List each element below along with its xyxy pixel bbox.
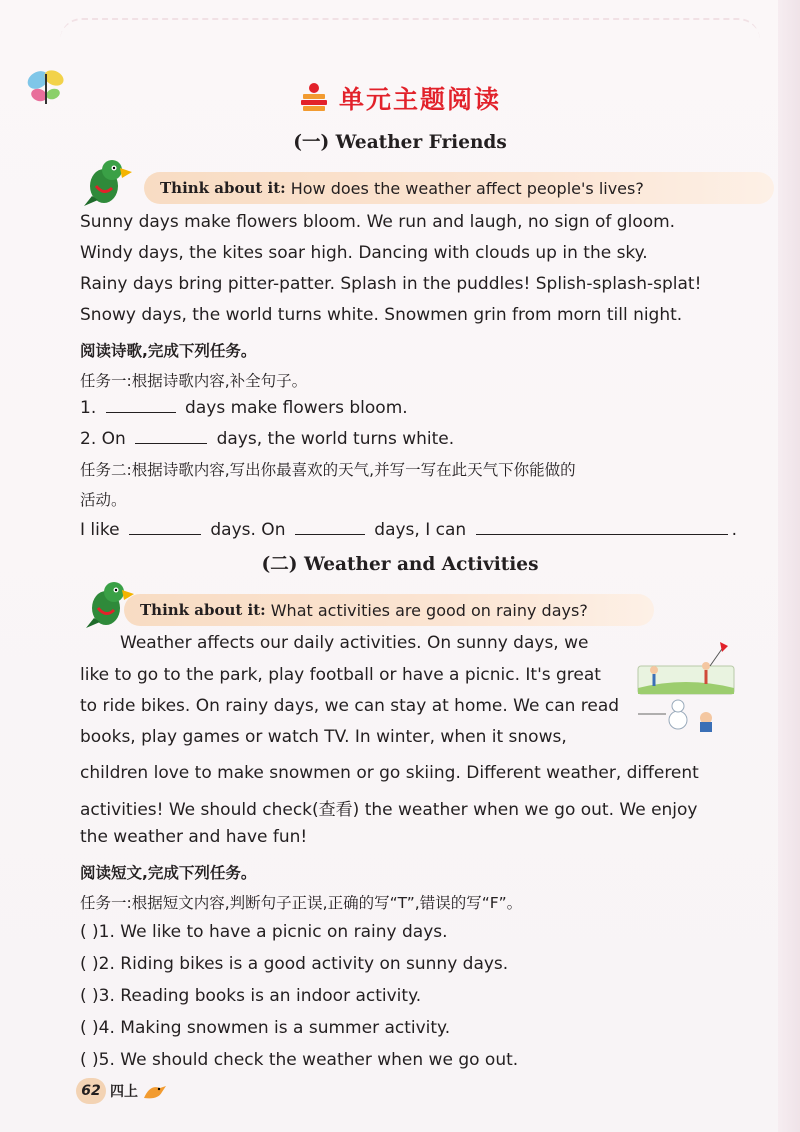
- judgment-item: ( )4. Making snowmen is a summer activity.: [80, 1018, 451, 1038]
- passage-line-2: like to go to the park, play football or have a picnic. It's great: [80, 665, 601, 685]
- page-number: 62: [76, 1078, 106, 1104]
- task2-text: days, I can: [374, 520, 467, 540]
- section-1-task2-title-2: 活动。: [80, 491, 127, 509]
- fill-question-1: [80, 397, 408, 418]
- top-decoration: [60, 18, 760, 40]
- section-1-task2-title-1: 任务二:根据诗歌内容,写出你最喜欢的天气,并写一写在此天气下你能做的: [80, 461, 576, 479]
- section-1-think-band: [144, 172, 774, 204]
- answer-blank[interactable]: [129, 519, 201, 535]
- section-1-title: (一) Weather Friends: [293, 132, 507, 153]
- passage-line-1: Weather affects our daily activities. On sunny days, we: [120, 633, 589, 653]
- section-1-task1-title: 任务一:根据诗歌内容,补全句子。: [80, 372, 308, 390]
- think-question: What activities are good on rainy days?: [270, 600, 588, 620]
- think-lead: Think about it:: [160, 179, 286, 197]
- question-text: days make flowers bloom.: [185, 398, 408, 418]
- fill-question-2: [80, 428, 454, 449]
- passage-line-5: children love to make snowmen or go skiing. Different weather, different: [80, 763, 699, 783]
- task2-period: .: [731, 520, 737, 540]
- page-title-row: [0, 78, 800, 118]
- answer-blank[interactable]: [295, 519, 365, 535]
- judgment-item: ( )5. We should check the weather when we go out.: [80, 1050, 519, 1070]
- passage-line-7: the weather and have fun!: [80, 827, 308, 847]
- page-title: 单元主题阅读: [338, 85, 501, 114]
- section-2-task1-title: 任务一:根据短文内容,判断句子正误,正确的写“T”,错误的写“F”。: [80, 894, 523, 912]
- passage-line-4: books, play games or watch TV. In winter, when it snows,: [80, 727, 567, 747]
- poem-line-4: Snowy days, the world turns white. Snowmen grin from morn till night.: [80, 305, 683, 325]
- question-number: 2. On: [80, 429, 126, 449]
- parrot-icon: [82, 156, 134, 208]
- poem-line-3: Rainy days bring pitter-patter. Splash in the puddles! Splish-splash-splat!: [80, 274, 702, 294]
- question-number: 1.: [80, 398, 97, 418]
- judgment-item: ( )3. Reading books is an indoor activity.: [80, 986, 422, 1006]
- parrot-icon: [84, 578, 136, 630]
- task2-answer-line: [80, 519, 737, 540]
- book-stack-icon: [299, 82, 329, 114]
- section-2-think-band: [124, 594, 654, 626]
- passage-line-6: activities! We should check(查看) the weather when we go out. We enjoy: [80, 800, 698, 820]
- question-text: days, the world turns white.: [216, 429, 455, 449]
- bird-icon: [142, 1080, 168, 1102]
- passage-line-3: to ride bikes. On rainy days, we can stay at home. We can read: [80, 696, 620, 716]
- task2-text: days. On: [210, 520, 286, 540]
- judgment-item: ( )2. Riding bikes is a good activity on sunny days.: [80, 954, 509, 974]
- activities-illustration: [636, 636, 736, 736]
- poem-line-2: Windy days, the kites soar high. Dancing with clouds up in the sky.: [80, 243, 648, 263]
- judgment-item: ( )1. We like to have a picnic on rainy days.: [80, 922, 448, 942]
- grade-label: 四上: [110, 1084, 138, 1100]
- think-question: How does the weather affect people's lives?: [290, 178, 644, 198]
- poem-line-1: Sunny days make flowers bloom. We run and laugh, no sign of gloom.: [80, 212, 676, 232]
- section-1-instruction: 阅读诗歌,完成下列任务。: [80, 342, 257, 360]
- section-2-instruction: 阅读短文,完成下列任务。: [80, 864, 257, 882]
- section-2-title: (二) Weather and Activities: [261, 554, 539, 575]
- answer-blank[interactable]: [106, 397, 176, 413]
- answer-blank[interactable]: [135, 428, 207, 444]
- page-footer: [76, 1078, 168, 1104]
- think-lead: Think about it:: [140, 601, 266, 619]
- task2-text: I like: [80, 520, 120, 540]
- answer-blank[interactable]: [476, 519, 728, 535]
